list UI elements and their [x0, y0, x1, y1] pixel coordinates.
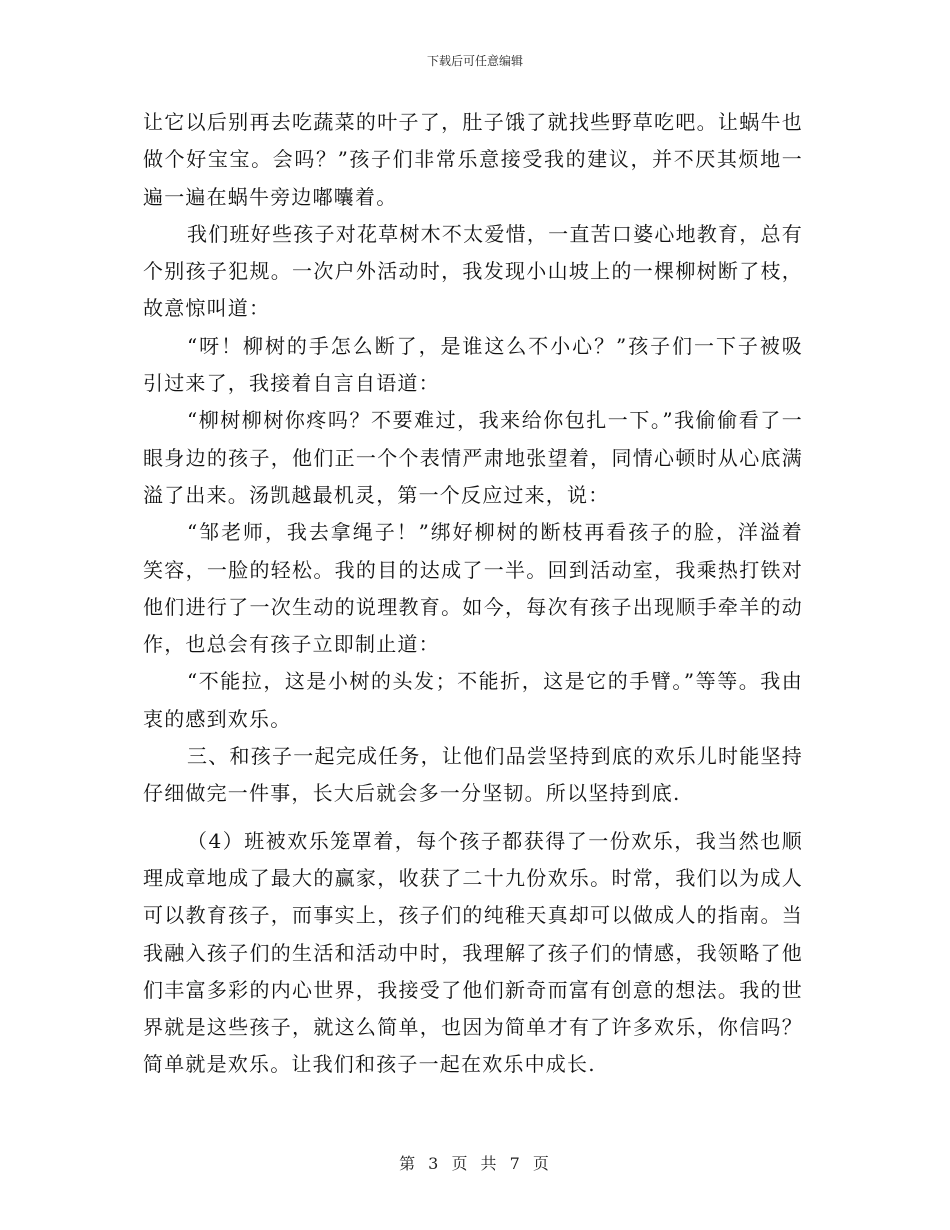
paragraph: “不能拉，这是小树的头发；不能折，这是它的手臂。”等等。我由衷的感到欢乐。 [143, 669, 803, 731]
paragraph: “呀！柳树的手怎么断了，是谁这么不小心？”孩子们一下子被吸引过来了，我接着自言自语道： [143, 333, 803, 396]
paragraph: “柳树柳树你疼吗？不要难过，我来给你包扎一下。”我偷偷看了一眼身边的孩子，他们正一个个表情严肃地张望着，同情心顿时从心底满溢了出来。汤凯越最机灵，第一个反应过来，说： [143, 408, 803, 507]
document-body [143, 104, 803, 1084]
paragraph: （4）班被欢乐笼罩着，每个孩子都获得了一份欢乐，我当然也顺理成章地成了最大的赢家，收获了二十九份欢乐。时常，我们以为成人可以教育孩子，而事实上，孩子们的纯稚天真却可以做成人的指南。当我融入孩子们的生活和活动中时，我理解了孩子们的情感，我领略了他们丰富多彩的内心世界，我接受了他们新奇而富有创意的想法。我的世界就是这些孩子，就这么简单，也因为简单才有了许多欢乐，你信吗？简单就是欢乐。让我们和孩子一起在欢乐中成长. [143, 828, 803, 1077]
paragraph: 三、和孩子一起完成任务，让他们品尝坚持到底的欢乐儿时能坚持仔细做完一件事，长大后就会多一分坚韧。所以坚持到底. [143, 744, 803, 806]
page-number: 第 3 页 共 7 页 [399, 1154, 551, 1173]
paragraph: 我们班好些孩子对花草树木不太爱惜，一直苦口婆心地教育，总有个别孩子犯规。一次户外活动时，我发现小山坡上的一棵柳树断了枝，故意惊叫道： [143, 221, 803, 321]
page-header: 下载后可任意编辑 [426, 54, 523, 68]
paragraph: “邹老师，我去拿绳子！”绑好柳树的断枝再看孩子的脸，洋溢着笑容，一脸的轻松。我的目的达成了一半。回到活动室，我乘热打铁对他们进行了一次生动的说理教育。如今，每次有孩子出现顺手牵羊的动作，也总会有孩子立即制止道： [143, 520, 803, 657]
paragraph: 让它以后别再去吃蔬菜的叶子了，肚子饿了就找些野草吃吧。让蜗牛也做个好宝宝。会吗？”孩子们非常乐意接受我的建议，并不厌其烦地一遍一遍在蜗牛旁边嘟囔着。 [143, 110, 803, 209]
